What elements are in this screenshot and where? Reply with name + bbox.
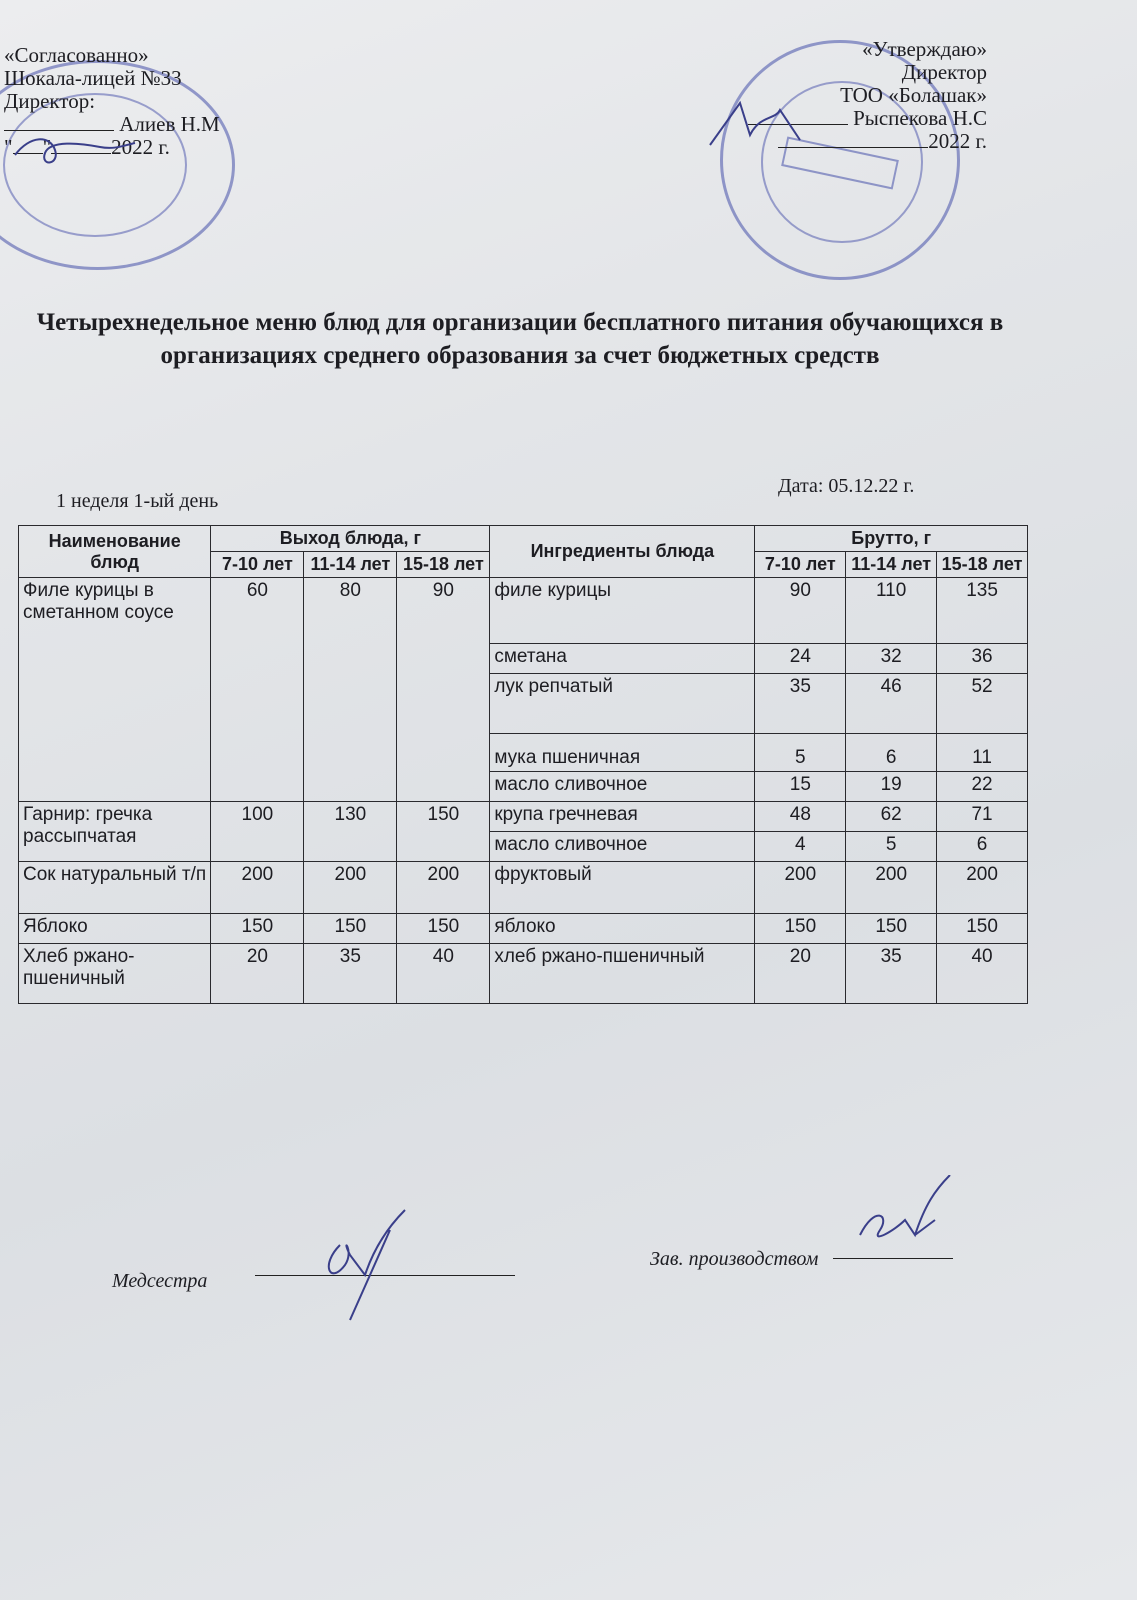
approval-left-year: 2022 г.: [111, 135, 170, 159]
ingredient-gross: 4: [755, 832, 846, 862]
table-row: [19, 944, 1028, 1004]
ingredient-name: яблоко: [490, 914, 755, 944]
dish-output: 200: [304, 862, 397, 914]
ingredient-gross: 90: [755, 578, 846, 644]
ingredient-gross: 19: [846, 772, 937, 802]
ingredient-gross: 32: [846, 644, 937, 674]
ingredient-name: филе курицы: [490, 578, 755, 644]
dish-output: 130: [304, 802, 397, 862]
table-row: [19, 862, 1028, 914]
ingredient-gross: 35: [755, 674, 846, 734]
ingredient-gross: 5: [755, 734, 846, 772]
production-head-label: Зав. производством: [650, 1248, 819, 1270]
header-age: 7-10 лет: [755, 552, 846, 578]
approval-left-role: Директор:: [4, 89, 96, 113]
production-head-signature: [855, 1175, 955, 1255]
date-label: Дата: 05.12.22 г.: [778, 475, 915, 497]
table-row: [19, 914, 1028, 944]
dish-output: 200: [397, 862, 490, 914]
ingredient-gross: 135: [937, 578, 1028, 644]
page-title: Четырехнедельное меню блюд для организации бесплатного питания обучающихся в организациях среднего образования за счет бюджетных средств: [36, 309, 1004, 369]
dish-output: 150: [397, 914, 490, 944]
header-age: 15-18 лет: [397, 552, 490, 578]
header-age: 11-14 лет: [304, 552, 397, 578]
ingredient-name: хлеб ржано-пшеничный: [490, 944, 755, 1004]
dish-output: 150: [397, 802, 490, 862]
approval-left-heading: «Согласованно»: [4, 43, 149, 67]
ingredient-gross: 150: [755, 914, 846, 944]
approval-right-company: ТОО «Болашак»: [840, 83, 987, 107]
ingredient-gross: 20: [755, 944, 846, 1004]
ingredient-gross: 150: [937, 914, 1028, 944]
dish-name: Яблоко: [19, 914, 211, 944]
ingredient-gross: 6: [846, 734, 937, 772]
ingredient-name: крупа гречневая: [490, 802, 755, 832]
dish-name: Филе курицы в сметанном соусе: [19, 578, 211, 802]
table-row: [19, 802, 1028, 832]
header-output: Выход блюда, г: [211, 526, 490, 552]
ingredient-name: фруктовый: [490, 862, 755, 914]
ingredient-gross: 6: [937, 832, 1028, 862]
ingredient-gross: 48: [755, 802, 846, 832]
header-dish-name: Наименование блюд: [19, 526, 211, 578]
menu-table: [18, 525, 1028, 1004]
nurse-signature: [310, 1205, 410, 1325]
ingredient-gross: 40: [937, 944, 1028, 1004]
ingredient-name: масло сливочное: [490, 772, 755, 802]
ingredient-gross: 15: [755, 772, 846, 802]
dish-output: 40: [397, 944, 490, 1004]
approval-left: «Согласованно» Шокала-лицей №33 Директор: Алиев Н.М " " 2022 г.: [4, 44, 264, 159]
dish-output: 80: [304, 578, 397, 802]
ingredient-gross: 52: [937, 674, 1028, 734]
director-right-signature: [700, 95, 820, 155]
ingredient-gross: 22: [937, 772, 1028, 802]
dish-output: 200: [211, 862, 304, 914]
table-row: [19, 578, 1028, 644]
ingredient-gross: 24: [755, 644, 846, 674]
header-age: 7-10 лет: [211, 552, 304, 578]
approval-right-name: Рыспекова Н.С: [853, 106, 987, 130]
approval-right-heading: «Утверждаю»: [862, 37, 987, 61]
production-head-signature-line: [833, 1258, 953, 1259]
ingredient-name: масло сливочное: [490, 832, 755, 862]
approval-right-role: Директор: [901, 60, 987, 84]
approval-left-school: Шокала-лицей №33: [4, 66, 182, 90]
dish-name: Гарнир: гречка рассыпчатая: [19, 802, 211, 862]
header-age: 15-18 лет: [937, 552, 1028, 578]
ingredient-gross: 200: [755, 862, 846, 914]
ingredient-gross: 71: [937, 802, 1028, 832]
header-gross: Брутто, г: [755, 526, 1028, 552]
dish-output: 20: [211, 944, 304, 1004]
ingredient-gross: 5: [846, 832, 937, 862]
ingredient-name: сметана: [490, 644, 755, 674]
approval-left-name: Алиев Н.М: [119, 112, 220, 136]
ingredient-name: лук репчатый: [490, 674, 755, 734]
dish-output: 100: [211, 802, 304, 862]
ingredient-gross: 150: [846, 914, 937, 944]
ingredient-gross: 62: [846, 802, 937, 832]
dish-output: 150: [304, 914, 397, 944]
director-left-signature: [10, 125, 140, 175]
dish-name: Хлеб ржано-пшеничный: [19, 944, 211, 1004]
week-day-label: 1 неделя 1-ый день: [56, 490, 219, 512]
nurse-label: Медсестра: [112, 1270, 208, 1292]
header-ingredients: Ингредиенты блюда: [490, 526, 755, 578]
header-age: 11-14 лет: [846, 552, 937, 578]
dish-name: Сок натуральный т/п: [19, 862, 211, 914]
ingredient-name: мука пшеничная: [490, 734, 755, 772]
ingredient-gross: 11: [937, 734, 1028, 772]
approval-right-year: 2022 г.: [928, 129, 987, 153]
dish-output: 60: [211, 578, 304, 802]
dish-output: 150: [211, 914, 304, 944]
dish-output: 90: [397, 578, 490, 802]
ingredient-gross: 110: [846, 578, 937, 644]
ingredient-gross: 200: [846, 862, 937, 914]
ingredient-gross: 200: [937, 862, 1028, 914]
ingredient-gross: 36: [937, 644, 1028, 674]
dish-output: 35: [304, 944, 397, 1004]
ingredient-gross: 35: [846, 944, 937, 1004]
ingredient-gross: 46: [846, 674, 937, 734]
